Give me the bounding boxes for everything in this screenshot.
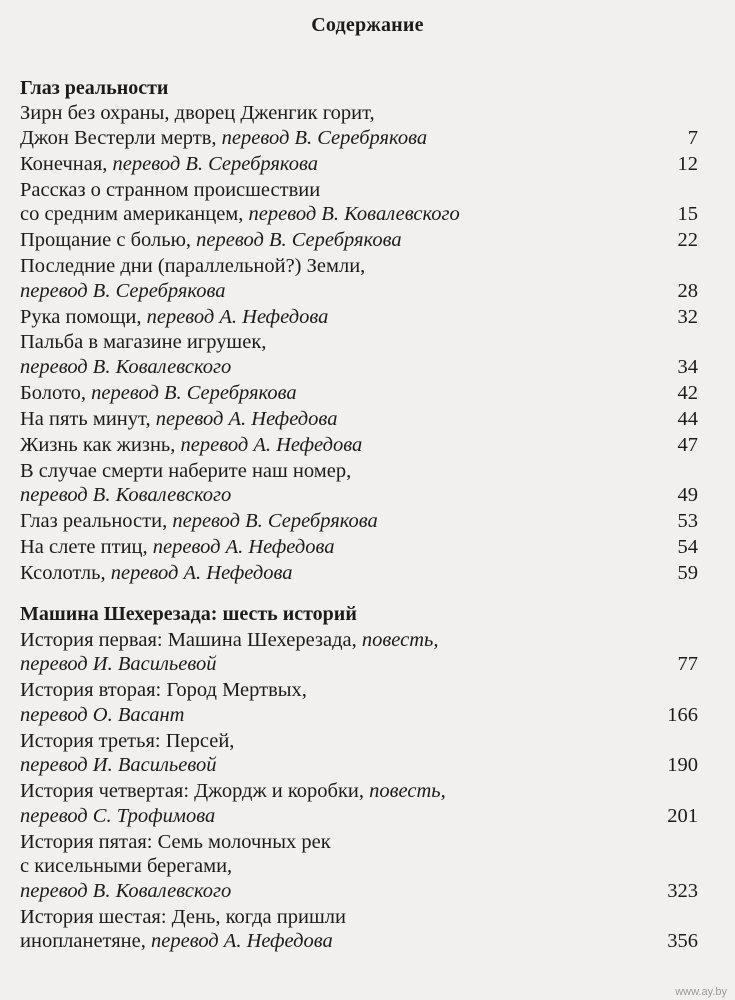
page-number: 59 [677,561,698,584]
toc-entry [20,535,698,560]
toc-entry [20,433,698,458]
page-number: 77 [677,653,698,676]
entry-title-text: История третья: Персей, [20,729,235,752]
translator-text: перевод О. Васант [20,703,185,726]
toc-entry [20,228,698,253]
entry-title-text: История пятая: Семь молочных рек [20,830,331,853]
page-number: 32 [677,305,698,328]
page-number: 53 [677,510,698,533]
toc-entry-line [20,152,698,177]
entry-title-text: Пальба в магазине игрушек, [20,331,267,354]
page-number: 356 [667,930,698,953]
translator-text: перевод В. Серебрякова [91,381,297,404]
toc-entry [20,381,698,406]
toc-entry-line [20,228,698,253]
toc-entry [20,254,698,303]
toc-entry-line [20,483,698,508]
translator-text: перевод А. Нефедова [110,561,293,584]
toc-entry [20,509,698,534]
toc-entry [20,101,698,150]
toc-entry [20,678,698,727]
toc-entry-line [20,126,698,151]
toc-entry-line [20,929,698,954]
entry-title-text: На слете птиц, [20,535,153,558]
table-of-contents [20,76,698,954]
translator-text: перевод А. Нефедова [146,305,329,328]
entry-title-text: История первая: Машина Шехерезада, [20,628,362,651]
toc-entry-line [20,381,698,406]
translator-text: перевод В. Ковалевского [20,879,232,902]
translator-text: перевод И. Васильевой [20,754,217,777]
toc-entry-line [20,433,698,458]
page-number: 201 [667,804,698,827]
page-number: 42 [677,381,698,404]
translator-text: перевод В. Серебрякова [112,152,318,175]
page-number: 166 [667,703,698,726]
page-number: 49 [677,484,698,507]
toc-entry-line [20,729,698,754]
toc-entry-line [20,101,698,126]
toc-entry-line [20,535,698,560]
watermark: www.ay.by [675,986,727,998]
translator-text: перевод С. Трофимова [20,804,216,827]
toc-entry-line [20,561,698,586]
toc-entry-line [20,330,698,355]
entry-title-text: Рассказ о странном происшествии [20,178,321,201]
entry-title-text: со средним американцем, [20,203,249,226]
translator-text: повесть, [369,780,446,803]
entry-title-text: Болото, [20,381,92,404]
toc-entry-line [20,830,698,855]
translator-text: перевод А. Нефедова [180,433,363,456]
page-title: Содержание [311,14,424,36]
entry-title-text: История четвертая: Джордж и коробки, [20,780,370,803]
toc-entry-line [20,254,698,279]
toc-entry-line [20,678,698,703]
toc-entry [20,407,698,432]
translator-text: перевод В. Серебрякова [20,279,226,302]
section-heading-1: Глаз реальности [20,77,169,99]
toc-entry-line [20,178,698,203]
translator-text: перевод А. Нефедова [152,535,335,558]
translator-text: перевод И. Васильевой [20,653,217,676]
page-number: 47 [677,433,698,456]
toc-entry [20,305,698,330]
entry-title-text: На пять минут, [20,407,156,430]
page-number: 22 [677,229,698,252]
page-number: 190 [667,754,698,777]
section-heading-2: Машина Шехерезада: шесть историй [20,603,357,626]
translator-text: перевод В. Ковалевского [20,356,232,379]
page-number: 12 [677,152,698,175]
toc-entry [20,561,698,586]
translator-text: перевод В. Серебрякова [196,229,402,252]
entry-title-text: Джон Вестерли мертв, [20,126,222,149]
entry-title-text: Конечная, [20,152,113,175]
toc-entry [20,152,698,177]
toc-entry-line [20,628,698,653]
toc-entry-line [20,804,698,829]
toc-entry [20,459,698,508]
toc-entry [20,330,698,379]
page-number: 28 [677,279,698,302]
entry-title-text: с кисельными берегами, [20,855,233,878]
entry-title-text: Жизнь как жизнь, [20,433,181,456]
entry-title-text: История шестая: День, когда пришли [20,905,346,928]
entry-title-text: инопланетяне, [20,930,151,953]
page-number: 15 [677,203,698,226]
page-number: 7 [687,126,698,149]
translator-text: перевод В. Серебрякова [172,510,378,533]
toc-entry-line [20,305,698,330]
section-entries-2 [20,628,698,954]
translator-text: перевод В. Ковалевского [20,484,232,507]
toc-entry [20,779,698,828]
translator-text: повесть, [361,628,439,651]
toc-entry-line [20,652,698,677]
entry-title-text: История вторая: Город Мертвых, [20,679,307,702]
entry-title-text: Глаз реальности, [20,510,173,533]
toc-entry [20,830,698,904]
entry-title-text: В случае смерти наберите наш номер, [20,459,352,482]
entry-title-text: Ксолотль, [20,561,111,584]
translator-text: перевод А. Нефедова [151,930,333,953]
page-number: 323 [667,879,698,902]
translator-text: перевод А. Нефедова [155,407,338,430]
section-entries-1 [20,101,698,585]
page-number: 54 [677,535,698,558]
translator-text: перевод В. Серебрякова [221,126,428,149]
toc-entry [20,905,698,954]
toc-entry-line [20,355,698,380]
section-divider [20,585,698,602]
toc-entry-line [20,279,698,304]
entry-title-text: Рука помощи, [20,305,147,328]
toc-entry-line [20,753,698,778]
toc-entry-line [20,854,698,879]
toc-entry [20,178,698,227]
toc-entry-line [20,407,698,432]
entry-title-text: Зирн без охраны, дворец Дженгик горит, [20,102,375,125]
toc-entry [20,729,698,778]
page-number: 34 [677,356,698,379]
page-number: 44 [677,407,698,430]
entry-title-text: Прощание с болью, [20,229,197,252]
toc-entry-line [20,779,698,804]
toc-entry-line [20,509,698,534]
toc-entry-line [20,905,698,930]
toc-entry-line [20,202,698,227]
toc-entry-line [20,879,698,904]
toc-entry-line [20,459,698,484]
toc-entry-line [20,703,698,728]
entry-title-text: Последние дни (параллельной?) Земли, [20,255,366,278]
translator-text: перевод В. Ковалевского [248,203,460,226]
toc-entry [20,628,698,677]
